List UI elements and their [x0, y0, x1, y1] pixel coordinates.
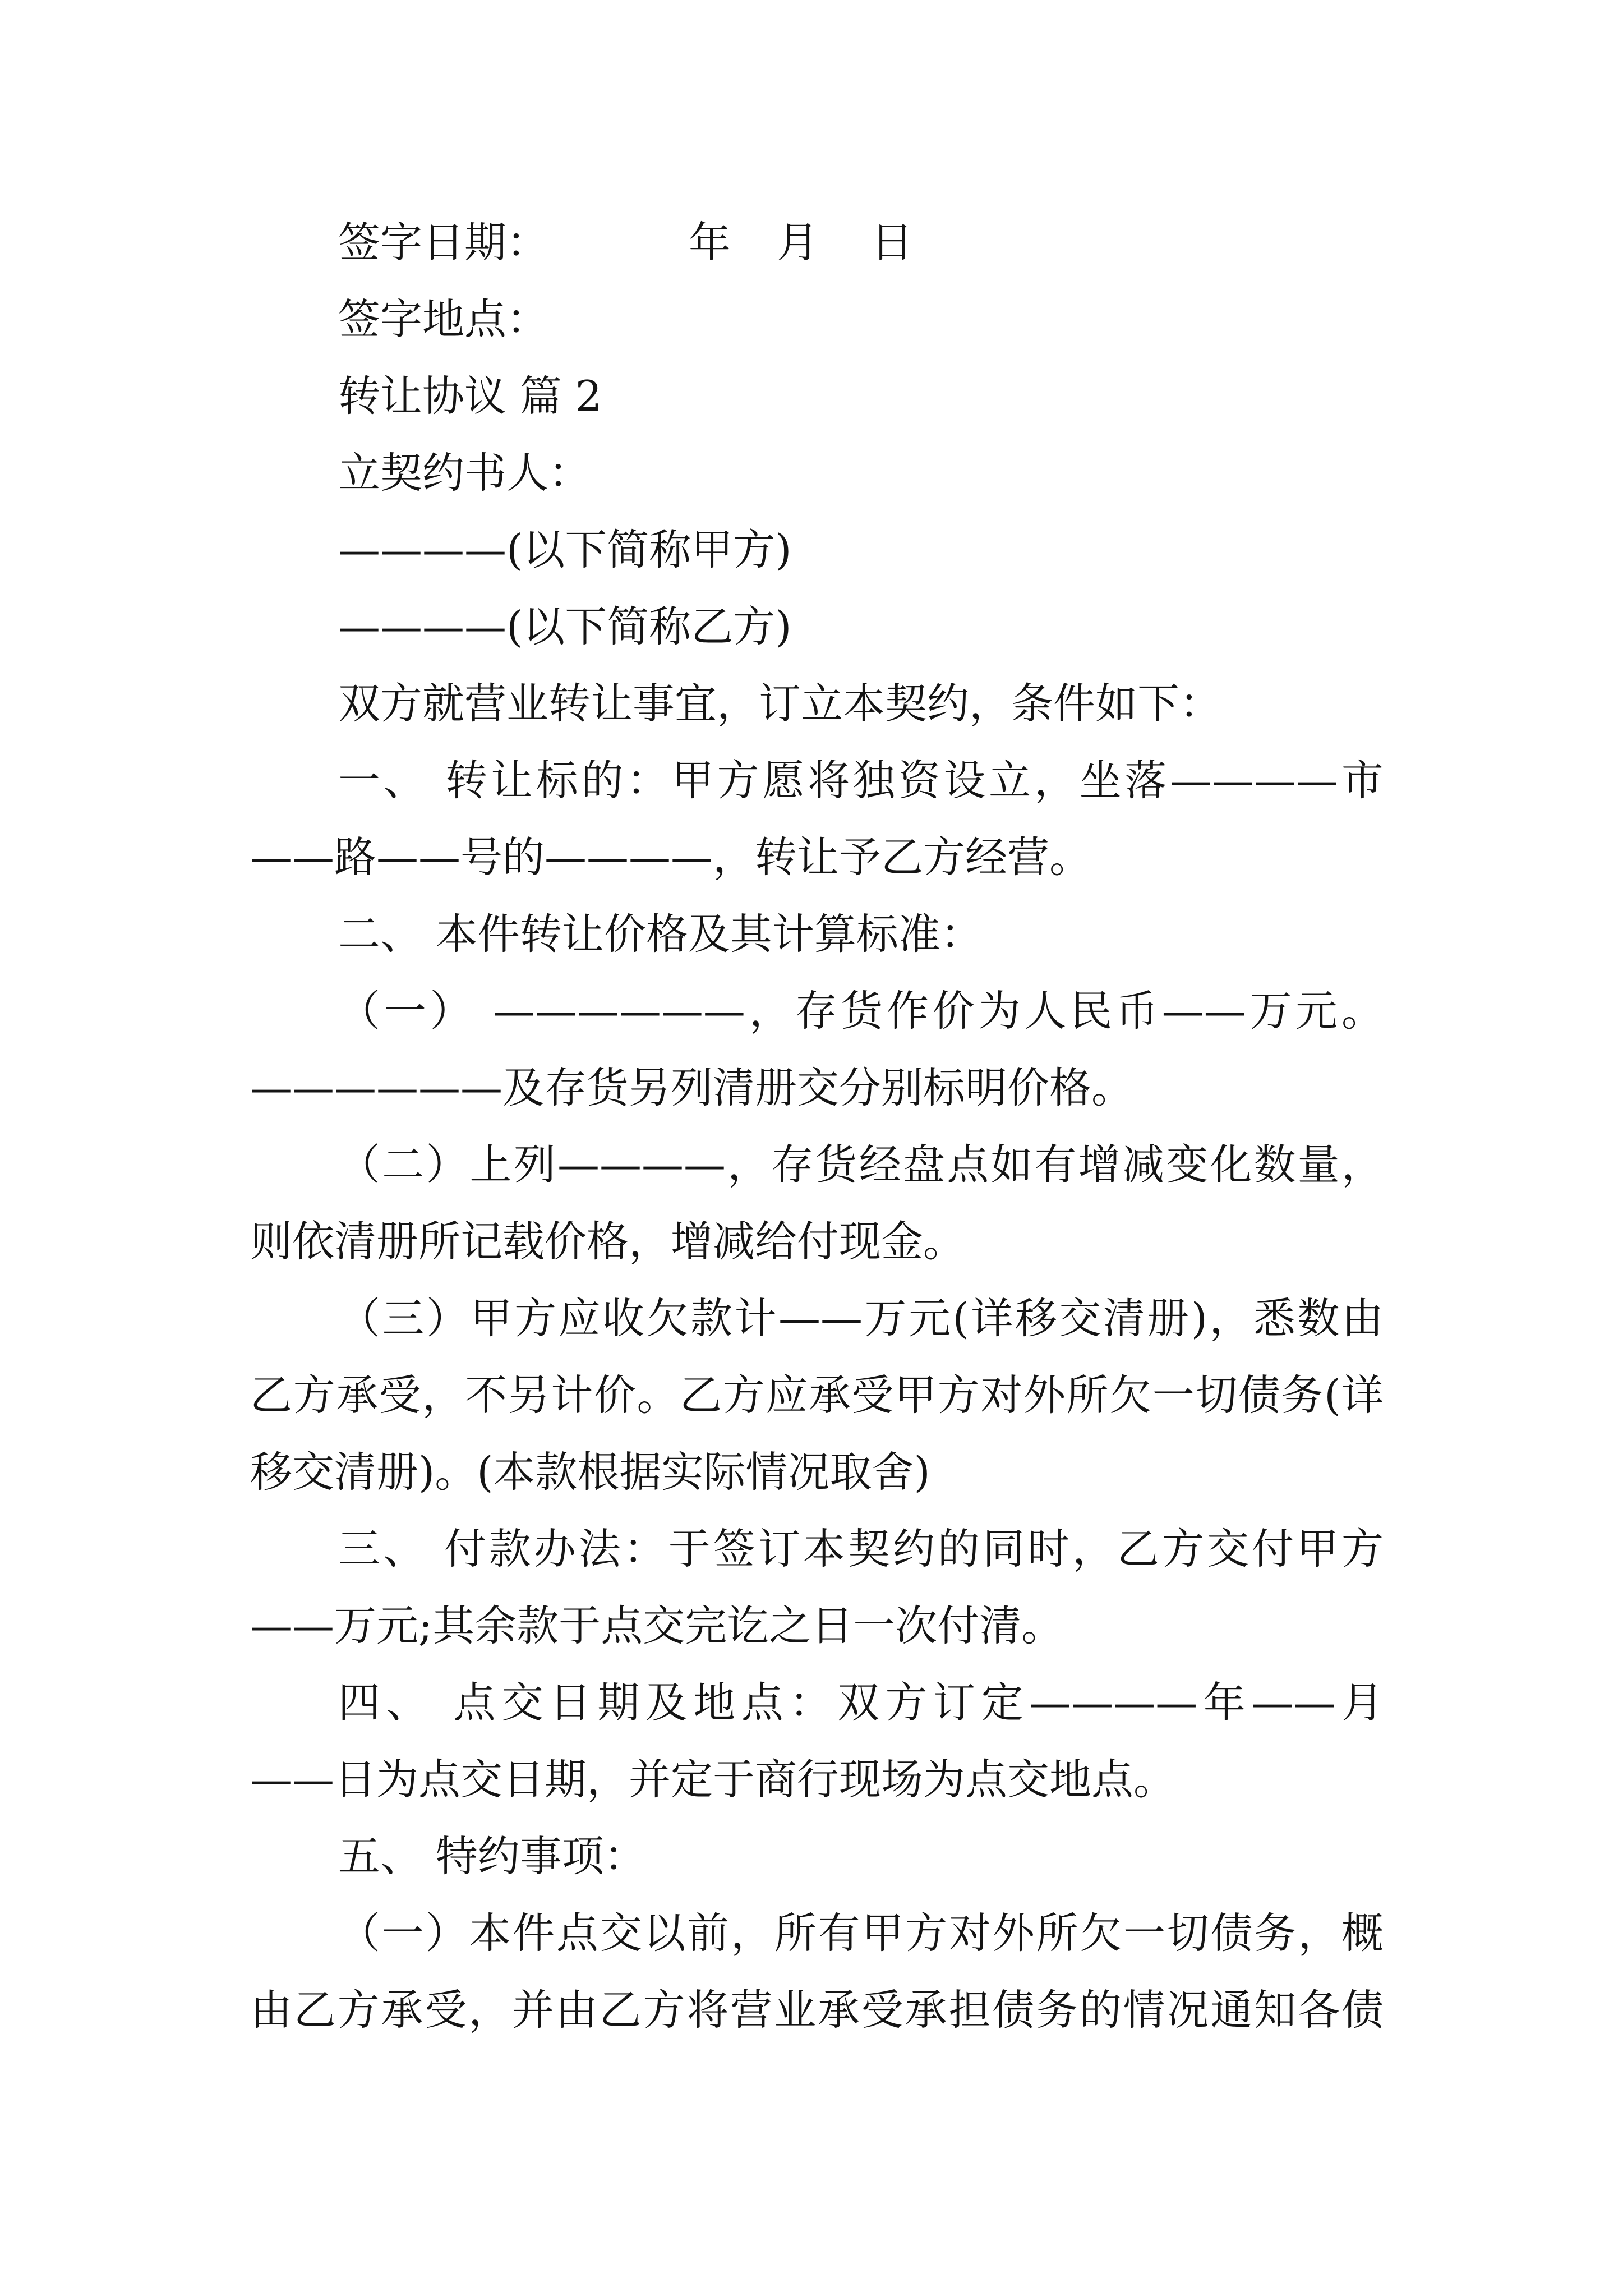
- text-line: （一） ——————，存货作价为人民币——万元。: [338, 986, 1384, 1036]
- text-line: ——日为点交日期，并定于商行现场为点交地点。: [250, 1755, 1176, 1804]
- text-line: 一、 转让标的：甲方愿将独资设立，坐落————市: [338, 756, 1384, 805]
- text-line: （一）本件点交以前，所有甲方对外所欠一切债务，概: [338, 1908, 1384, 1958]
- text-line: ——路——号的————，转让予乙方经营。: [250, 832, 1092, 882]
- parties-label: 立契约书人：: [338, 448, 591, 498]
- signature-date-label: 签字日期：: [338, 218, 549, 267]
- clause-paragraph-2-3: [250, 1280, 1384, 1511]
- intro-paragraph: 双方就营业转让事宜，订立本契约，条件如下：: [338, 679, 1222, 728]
- clause-paragraph-1: [250, 742, 1384, 896]
- text-line: （二）上列————，存货经盘点如有增减变化数量，: [338, 1140, 1384, 1189]
- clause-paragraph-4: [250, 1664, 1384, 1818]
- party-a-line: ————(以下简称甲方): [338, 525, 792, 574]
- clause-paragraph-5: [250, 1818, 1384, 1895]
- text-line: 则依清册所记载价格，增减给付现金。: [250, 1217, 966, 1266]
- text-line: 五、 特约事项：: [338, 1832, 646, 1881]
- text-line: （三）甲方应收欠款计——万元(详移交清册)，悉数由: [338, 1294, 1384, 1343]
- signature-date-month: 月: [777, 218, 819, 267]
- text-line: ——————及存货另列清册交分别标明价格。: [250, 1063, 1134, 1112]
- text-line: 由乙方承受，并由乙方将营业承受承担债务的情况通知各债: [250, 1985, 1384, 2035]
- agreement-title: 转让协议 篇 2: [338, 371, 602, 421]
- text-line: 乙方承受，不另计价。乙方应承受甲方对外所欠一切债务(详: [250, 1370, 1384, 1420]
- clause-paragraph-2: [250, 896, 1384, 973]
- text-line: 二、 本件转让价格及其计算标准：: [338, 909, 983, 959]
- clause-paragraph-3: [250, 1511, 1384, 1664]
- signature-date-day: 日: [871, 218, 914, 267]
- signature-date-line: [250, 204, 1384, 281]
- text-line: 移交清册)。(本款根据实际情况取舍): [250, 1447, 930, 1497]
- text-line: 四、 点交日期及地点：双方订定————年——月: [338, 1678, 1384, 1727]
- text-line: 三、 付款办法：于签订本契约的同时，乙方交付甲方: [338, 1524, 1384, 1573]
- signature-place-line: 签字地点：: [338, 295, 549, 344]
- signature-date-year: 年: [689, 218, 731, 267]
- clause-paragraph-2-2: [250, 1126, 1384, 1280]
- clause-paragraph-5-1: [250, 1895, 1384, 2049]
- clause-paragraph-2-1: [250, 973, 1384, 1126]
- document-body: [250, 204, 1384, 2049]
- text-line: ——万元;其余款于点交完讫之日一次付清。: [250, 1601, 1064, 1650]
- party-b-line: ————(以下简称乙方): [338, 602, 792, 651]
